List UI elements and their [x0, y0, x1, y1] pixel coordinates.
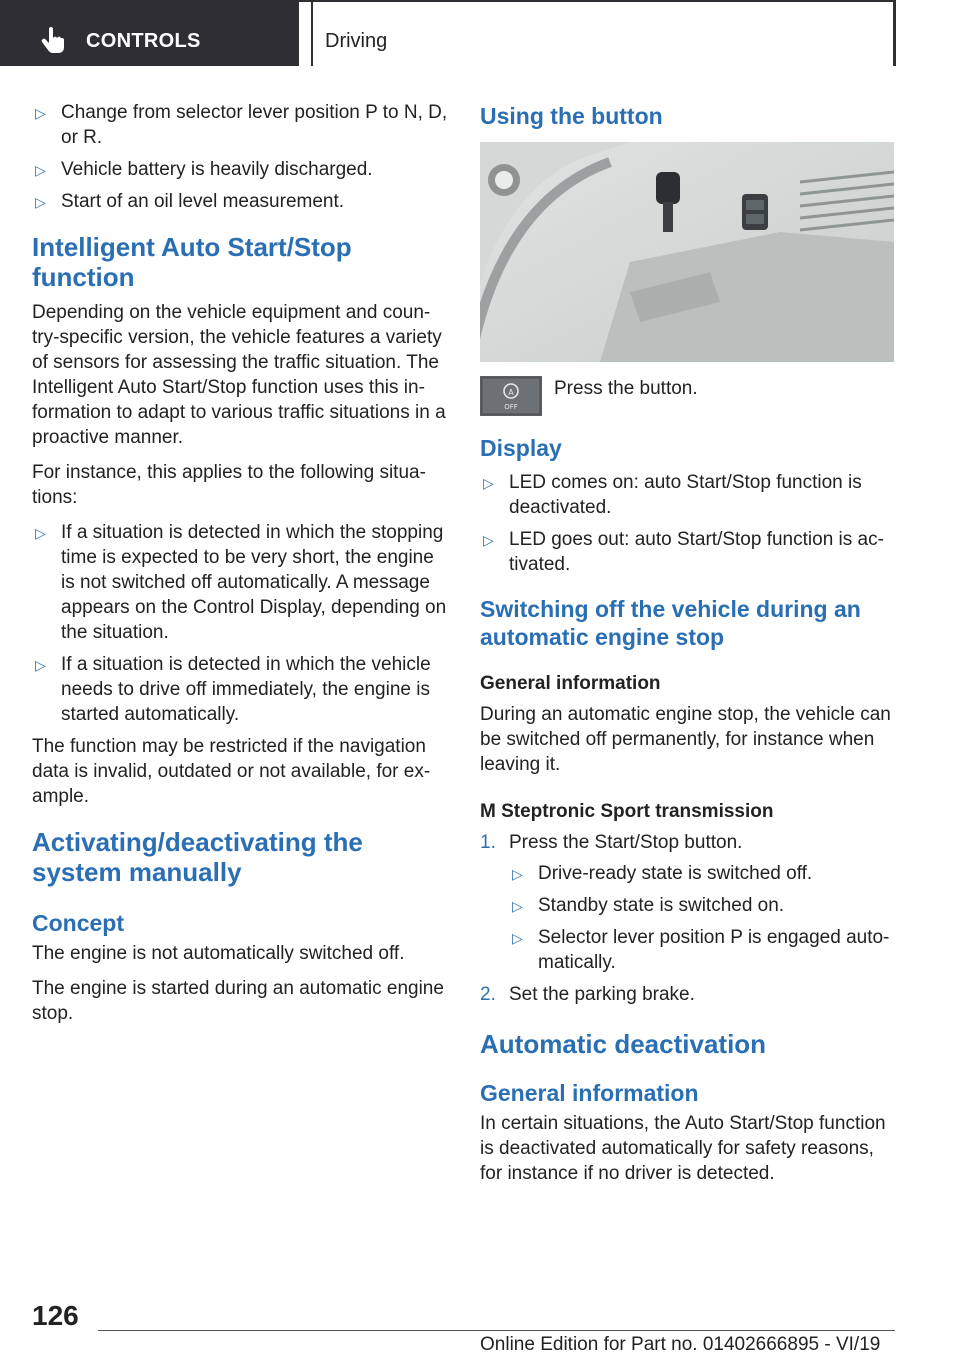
list-item: 1. Press the Start/Stop button. ▷ Drive-ready state is switched off. ▷ Standby state is switched on. ▷ Selector lever position P is engaged auto‐matically. [480, 830, 900, 975]
paragraph: For instance, this applies to the following situa‐tions: [32, 462, 426, 508]
list-item: ▷ Change from selector lever position P to N, D, or R. [35, 102, 448, 148]
heading-general-information: General information [480, 1080, 699, 1106]
heading-automatic-deactivation: Automatic deactivation [480, 1029, 767, 1059]
list-item: ▷ Vehicle battery is heavily discharged. [32, 157, 450, 182]
situation-bullet-list [32, 520, 450, 727]
auto-start-stop-off-button-icon [480, 376, 542, 416]
heading-intelligent-start-stop: Intelligent Auto Start/Stop function [32, 232, 352, 292]
list-item: 2. Set the parking brake. [480, 984, 695, 1005]
triangle-bullet-icon: ▷ [512, 866, 523, 882]
triangle-bullet-icon: ▷ [35, 105, 46, 121]
triangle-bullet-icon: ▷ [35, 525, 46, 541]
right-column [480, 100, 900, 1196]
paragraph: During an automatic engine stop, the vehicle can be switched off permanently, for instance when leaving it. [480, 704, 891, 775]
heading-switch-off-during-stop: Switching off the vehicle during an automatic engine stop [480, 596, 861, 650]
left-column [32, 100, 450, 1036]
list-item: ▷ Start of an oil level measurement. [32, 189, 450, 214]
subheading-steptronic: M Steptronic Sport transmission [480, 801, 774, 822]
paragraph: Depending on the vehicle equipment and coun‐try-specific version, the vehicle features a variety of sensors for assessing the traffic situation. The Intelligent Auto Start/Stop function uses this in‐formation to adapt to various traffic situations in a proactive manner. [32, 302, 446, 448]
list-item: ▷ Standby state is switched on. [509, 893, 900, 918]
chapter-title: Driving [325, 30, 388, 52]
svg-text:OFF: OFF [504, 403, 518, 411]
paragraph: The function may be restricted if the navigation data is invalid, outdated or not available, for ex‐ample. [32, 736, 431, 807]
button-instruction-row [480, 376, 900, 422]
list-item: ▷ If a situation is detected in which the vehicle needs to drive off immediately, the engine is started automatically. [35, 654, 431, 725]
triangle-bullet-icon: ▷ [35, 194, 46, 210]
header-section-tab [0, 0, 299, 66]
section-title: CONTROLS [86, 30, 201, 52]
triangle-bullet-icon: ▷ [35, 657, 46, 673]
svg-text:A: A [508, 388, 514, 397]
intro-bullet-list [32, 100, 450, 214]
triangle-bullet-icon: ▷ [512, 898, 523, 914]
list-item: ▷ LED comes on: auto Start/Stop function is deactivated. [483, 472, 862, 518]
dashboard-photo [480, 142, 894, 362]
triangle-bullet-icon: ▷ [483, 475, 494, 491]
header-rule-right [893, 0, 896, 66]
header-rule-left [311, 0, 313, 66]
heading-using-button: Using the button [480, 103, 663, 129]
header-rule [299, 0, 896, 2]
pointing-hand-icon [40, 26, 66, 54]
display-bullet-list [480, 470, 900, 577]
subheading-general-information: General information [480, 673, 661, 694]
paragraph: The engine is started during an automatic engine stop. [32, 978, 444, 1024]
press-instruction: Press the button. [554, 378, 698, 399]
heading-concept: Concept [32, 910, 124, 936]
page-number: 126 [32, 1300, 79, 1331]
paragraph: The engine is not automatically switched off. [32, 943, 405, 964]
triangle-bullet-icon: ▷ [512, 930, 523, 946]
list-item: ▷ Drive-ready state is switched off. [509, 861, 900, 886]
heading-display: Display [480, 435, 562, 461]
triangle-bullet-icon: ▷ [483, 532, 494, 548]
triangle-bullet-icon: ▷ [35, 162, 46, 178]
list-item: ▷ LED goes out: auto Start/Stop function is ac‐tivated. [483, 529, 884, 575]
steps-list [480, 830, 900, 1007]
edition-text: Online Edition for Part no. 01402666895 - VI/19 [480, 1334, 881, 1355]
sub-bullet-list [509, 861, 900, 975]
paragraph: In certain situations, the Auto Start/Stop function is deactivated automatically for safety reasons, for instance if no driver is detected. [480, 1113, 886, 1184]
footer-rule [98, 1330, 895, 1331]
heading-manual-activation: Activating/deactivating the system manually [32, 827, 363, 887]
list-item: ▷ If a situation is detected in which the stopping time is expected to be very short, the engine is not switched off automatically. A message appears on the Control Display, depending on the situation. [35, 522, 447, 643]
list-item: ▷ Selector lever position P is engaged auto‐matically. [512, 927, 890, 973]
